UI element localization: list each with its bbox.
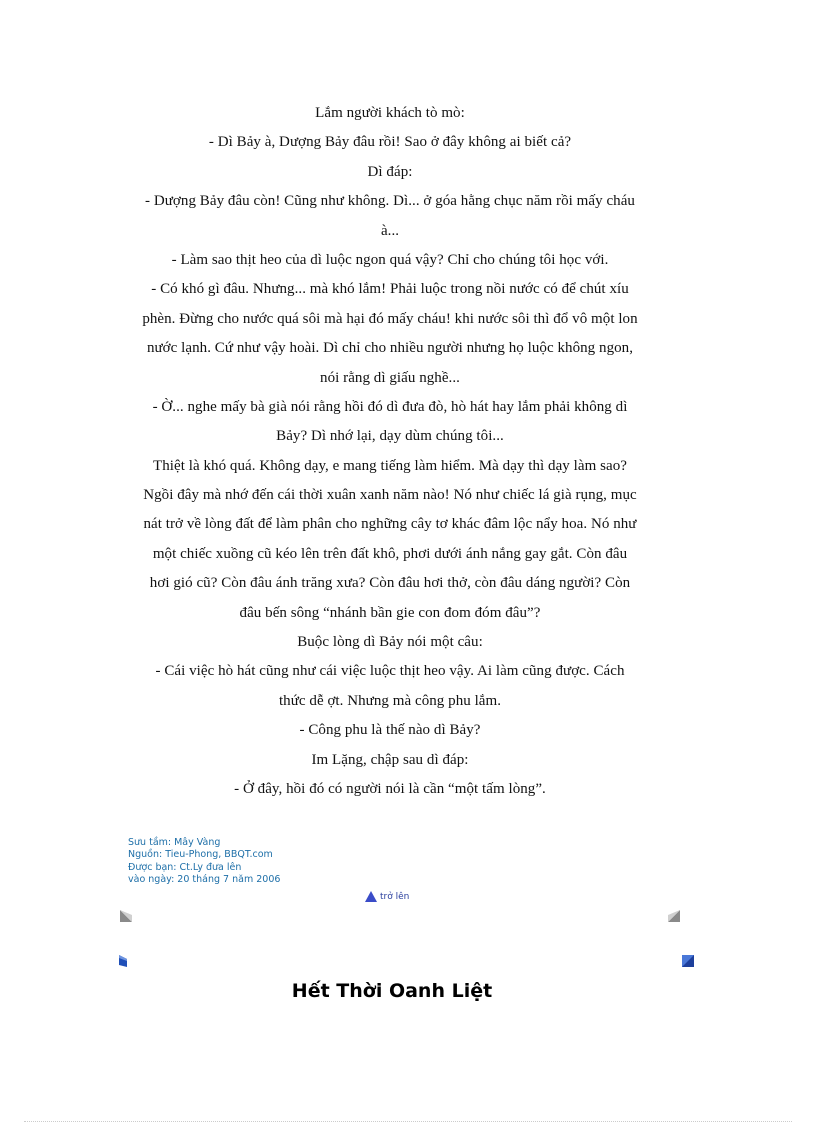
story-line: thức dễ ợt. Nhưng mà công phu lắm. [278, 692, 502, 709]
story-line: hơi gió cũ? Còn đâu ánh trăng xưa? Còn đâu hơi thở, còn đâu dáng người? Còn [149, 575, 631, 592]
story-line: một chiếc xuồng cũ kéo lên trên đất khô, phơi dưới ánh nắng gay gắt. Còn đâu [152, 545, 628, 562]
story-line: à... [380, 222, 400, 239]
story-line: - Công phu là thế nào dì Bảy? [299, 722, 481, 739]
credits-block [128, 837, 280, 886]
story-line: Dì đáp: [367, 163, 413, 180]
story-line: nước lạnh. Cứ như vậy hoài. Dì chỉ cho nhiều người nhưng họ luộc không ngon, [146, 340, 634, 357]
story-line: - Ở đây, hồi đó có người nói là cần “một tấm lòng”. [234, 780, 546, 797]
story-line: nói rằng dì giấu nghề... [320, 369, 460, 386]
corner-ornament-top-right-icon [668, 910, 680, 922]
back-to-top-label: trở lên [380, 891, 410, 902]
credit-date: vào ngày: 20 tháng 7 năm 2006 [128, 873, 281, 885]
story-line: - Ờ... nghe mấy bà già nói rằng hồi đó dì đưa đò, hò hát hay lắm phải không dì [152, 398, 628, 415]
next-section-title: Hết Thời Oanh Liệt [291, 980, 493, 1002]
story-body [120, 99, 660, 804]
corner-ornament-bottom-left-icon [119, 955, 131, 967]
story-line: Thiệt là khó quá. Không dạy, e mang tiếng làm hiểm. Mà dạy thì dạy làm sao? [153, 457, 627, 474]
story-line: - Làm sao thịt heo của dì luộc ngon quá vậy? Chỉ cho chúng tôi học với. [171, 251, 609, 268]
story-line: - Dì Bảy à, Dượng Bảy đâu rồi! Sao ở đây không ai biết cả? [208, 134, 572, 151]
back-to-top-link[interactable] [365, 891, 409, 902]
corner-ornament-top-left-icon [120, 910, 132, 922]
story-line: - Dượng Bảy đâu còn! Cũng như không. Dì... ở góa hằng chục năm rồi mấy cháu [145, 193, 635, 210]
up-triangle-icon [365, 891, 377, 902]
story-line: Ngồi đây mà nhớ đến cái thời xuân xanh năm nào! Nó như chiếc lá già rụng, mục [143, 487, 637, 504]
story-line: đâu bến sông “nhánh bần gie con đom đóm đâu”? [239, 604, 541, 621]
story-line: Lắm người khách tò mò: [315, 105, 465, 121]
story-line: nát trở về lòng đất để làm phân cho nghững cây tơ khác đâm lộc nẩy hoa. Nó như [143, 516, 637, 533]
story-line: - Có khó gì đâu. Nhưng... mà khó lắm! Phải luộc trong nồi nước có để chút xíu [151, 281, 629, 298]
story-line: Im Lặng, chập sau dì đáp: [311, 751, 469, 768]
story-line: Buộc lòng dì Bảy nói một câu: [297, 634, 483, 651]
story-line: phèn. Đừng cho nước quá sôi mà hại đó mấy cháu! khi nước sôi thì đổ vô một lon [142, 310, 638, 327]
credit-sender: Được bạn: Ct.Ly đưa lên [128, 861, 242, 873]
bottom-divider [24, 1121, 792, 1122]
story-line: - Cái việc hò hát cũng như cái việc luộc thịt heo vậy. Ai làm cũng được. Cách [155, 663, 625, 680]
credit-collector: Sưu tầm: Mây Vàng [128, 837, 221, 848]
corner-ornament-bottom-right-icon [682, 955, 694, 967]
story-line: Bảy? Dì nhớ lại, dạy dùm chúng tôi... [276, 428, 504, 445]
credit-source: Nguồn: Tieu-Phong, BBQT.com [128, 849, 273, 861]
